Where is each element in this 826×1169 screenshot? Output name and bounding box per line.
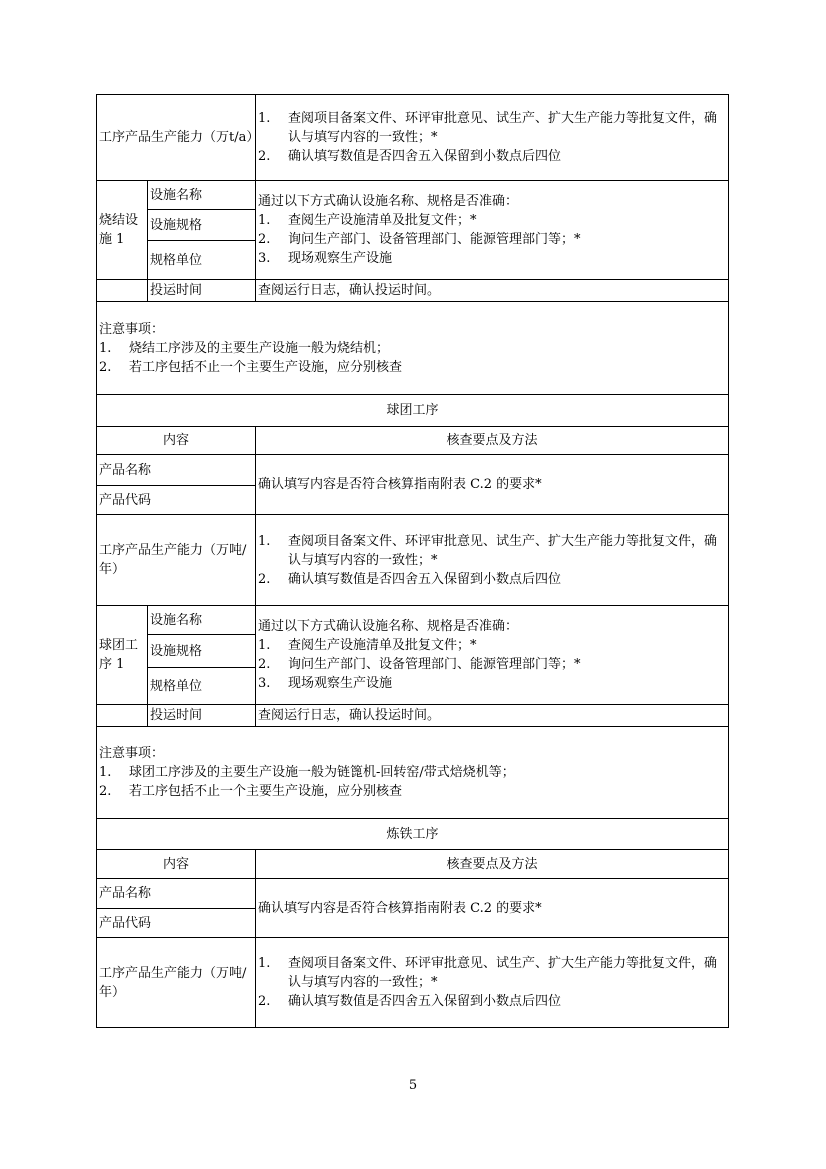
table-row [97,606,729,635]
capacity-method [256,938,729,1028]
facility-field: 设施规格 [148,210,256,241]
table-row [97,879,729,909]
capacity-method-list [258,532,724,589]
note-title: 注意事项： [99,746,165,761]
facility-field: 规格单位 [148,668,256,705]
operation-check: 查阅运行日志，确认投运时间。 [256,280,729,302]
verification-table [96,94,729,1028]
facility-method-list [258,636,726,693]
capacity-label: 工序产品生产能力（万吨/年） [97,515,256,606]
table-row [97,515,729,606]
column-header: 核查要点及方法 [256,850,729,879]
table-row [97,705,729,727]
list-item: 1. 球团工序涉及的主要生产设施一般为链篦机-回转窑/带式焙烧机等； [99,765,515,780]
table-row [97,395,729,427]
list-item: 1. 烧结工序涉及的主要生产设施一般为烧结机； [99,340,390,356]
product-name-label: 产品名称 [97,455,256,486]
facility-field: 设施名称 [148,181,256,210]
list-item: 2. 确认填写数值是否四舍五入保留到小数点后四位 [258,149,562,164]
table-row [97,938,729,1028]
list-item: 1. 查阅生产设施清单及批复文件；* [258,638,477,653]
facility-label: 球团工序 1 [97,606,148,705]
list-item: 3. 现场观察生产设施 [258,676,393,691]
table-row [97,181,729,210]
table-row [97,850,729,879]
notes-list [99,763,726,801]
table-row [97,302,729,395]
table-row [97,280,729,302]
list-item: 3. 现场观察生产设施 [258,251,393,266]
facility-method-list [258,211,726,268]
facility-method-intro: 通过以下方式确认设施名称、规格是否准确： [258,619,519,634]
list-item: 2. 若工序包括不止一个主要生产设施，应分别核查 [99,784,403,799]
capacity-label: 工序产品生产能力（万t/a） [97,95,256,181]
list-item: 2. 确认填写数值是否四舍五入保留到小数点后四位 [258,571,562,587]
page-number: 5 [408,1078,418,1093]
table-row [97,819,729,850]
product-code-label: 产品代码 [97,909,256,938]
facility-field: 设施名称 [148,606,256,635]
capacity-method-list [258,109,724,166]
facility-method [256,606,729,705]
table-row [97,455,729,486]
notes-list [99,339,726,377]
capacity-label: 工序产品生产能力（万吨/年） [97,938,256,1028]
column-header: 核查要点及方法 [256,427,729,455]
product-code-label: 产品代码 [97,486,256,515]
list-item: 1. 查阅项目备案文件、环评审批意见、试生产、扩大生产能力等批复文件，确认与填写内容的一致性；* [258,956,718,990]
list-item: 1. 查阅生产设施清单及批复文件；* [258,213,477,228]
notes [97,302,729,395]
list-item: 1. 查阅项目备案文件、环评审批意见、试生产、扩大生产能力等批复文件，确认与填写内容的一致性；* [258,533,718,568]
capacity-method [256,95,729,181]
facility-method-intro: 通过以下方式确认设施名称、规格是否准确： [258,194,519,209]
list-item: 2. 确认填写数值是否四舍五入保留到小数点后四位 [258,994,562,1009]
section-title: 球团工序 [97,395,729,427]
empty-cell [97,280,148,302]
notes [97,727,729,819]
facility-method [256,181,729,280]
operation-check: 查阅运行日志，确认投运时间。 [256,705,729,727]
capacity-method [256,515,729,606]
empty-cell [97,705,148,727]
table-row [97,727,729,819]
column-header: 内容 [97,427,256,455]
column-header: 内容 [97,850,256,879]
product-check: 确认填写内容是否符合核算指南附表 C.2 的要求* [256,455,729,515]
facility-field: 投运时间 [148,280,256,302]
list-item: 1. 查阅项目备案文件、环评审批意见、试生产、扩大生产能力等批复文件，确认与填写内容的一致性；* [258,111,718,145]
facility-label: 烧结设施 1 [97,181,148,280]
product-check: 确认填写内容是否符合核算指南附表 C.2 的要求* [256,879,729,938]
facility-field: 投运时间 [148,705,256,727]
product-name-label: 产品名称 [97,879,256,909]
note-title: 注意事项： [99,321,165,337]
list-item: 2. 询问生产部门、设备管理部门、能源管理部门等；* [258,232,581,247]
list-item: 2. 若工序包括不止一个主要生产设施，应分别核查 [99,359,403,375]
facility-field: 规格单位 [148,241,256,280]
table-row [97,427,729,455]
list-item: 2. 询问生产部门、设备管理部门、能源管理部门等；* [258,657,581,672]
capacity-method-list [258,954,724,1011]
section-title: 炼铁工序 [97,819,729,850]
table-row [97,95,729,181]
facility-field: 设施规格 [148,635,256,668]
